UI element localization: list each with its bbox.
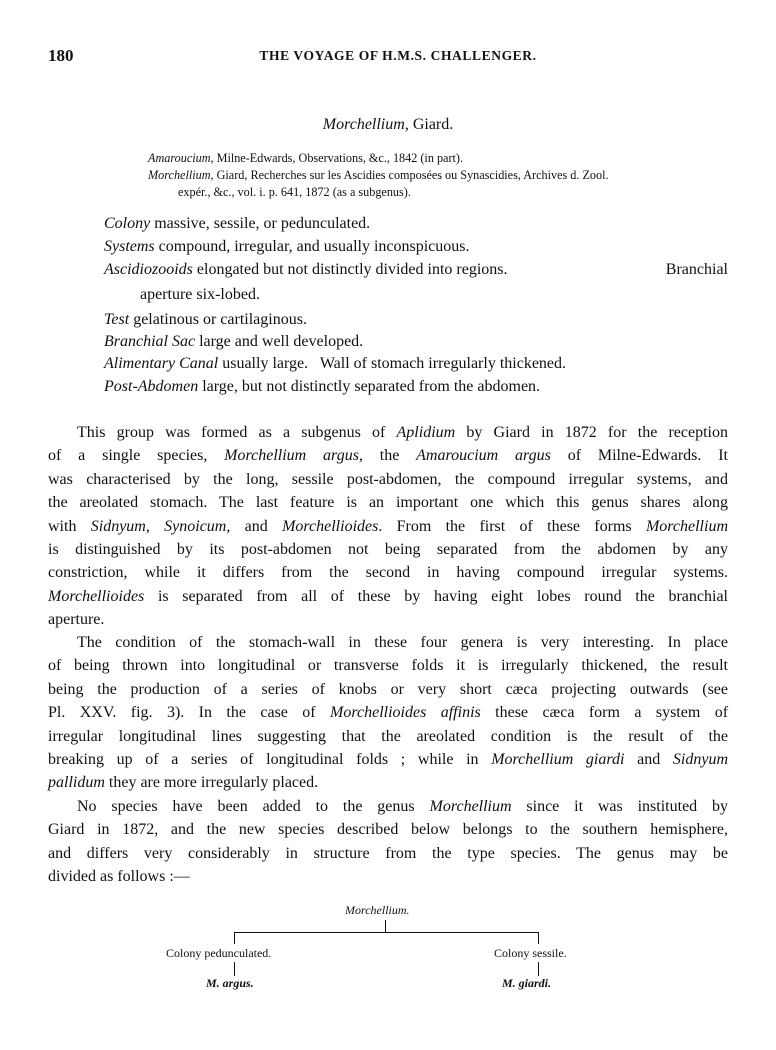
paragraph-line: with Sidnyum, Synoicum, and Morchellioides. From the first of these forms Morchellium [48, 517, 728, 535]
italic-term: Morchellium [645, 517, 728, 535]
character-text: large and well developed. [195, 333, 364, 350]
paragraph-2 [48, 631, 728, 795]
character-text: compound, irregular, and usually inconspicuous. [154, 238, 470, 255]
paragraph-line: This group was formed as a subgenus of Aplidium by Giard in 1872 for the reception [77, 424, 728, 441]
tree-right-drop [538, 932, 539, 944]
tree-root-stem [385, 920, 386, 932]
synonym-name: Amaroucium [148, 151, 211, 165]
character-alimentary-canal [104, 353, 728, 375]
paragraph-line: and differs very considerably in structure from the type species. The genus may be [48, 844, 728, 862]
italic-term: Morchellium argus [224, 447, 359, 465]
paragraph-line: pallidum they are more irregularly placed. [48, 774, 319, 792]
paragraph-line: is distinguished by its post-abdomen not being separated from the abdomen by any [48, 540, 728, 558]
paragraph-line: Giard in 1872, and the new species described below belongs to the southern hemisphere, [48, 821, 728, 839]
character-branchial-sac [104, 331, 728, 353]
genus-author: , Giard. [404, 116, 454, 133]
italic-term: Sidnyum [672, 750, 729, 768]
paragraph-3 [48, 795, 728, 889]
character-colony [104, 213, 728, 235]
italic-term: Synoicum [164, 517, 227, 535]
tree-right-stem [538, 962, 539, 976]
paragraph-line: Pl. XXV. fig. 3). In the case of Morchellioides affinis these cæca form a system of [48, 704, 729, 722]
character-test [104, 309, 728, 331]
character-term: Systems [104, 238, 155, 255]
italic-term: Morchellioides [282, 517, 379, 535]
character-systems [104, 236, 728, 258]
character-text: usually large. Wall of stomach irregularly thickened. [218, 355, 567, 372]
character-term: Alimentary Canal [104, 355, 219, 372]
italic-term: pallidum [48, 774, 105, 792]
genus-heading [0, 116, 776, 134]
character-ascidiozooids [104, 259, 728, 281]
tree-right-label: Colony sessile. [494, 946, 567, 960]
paragraph-line: divided as follows :— [48, 868, 190, 886]
character-text: large, but not distinctly separated from the abdomen. [198, 378, 541, 395]
character-term: Colony [104, 215, 151, 232]
italic-term: Sidnyum [90, 517, 146, 535]
synonym-citation: , Milne-Edwards, Observations, &c., 1842 (in part). [210, 151, 464, 165]
paragraph-line: the areolated stomach. The last feature is an important one which this genus shares along [48, 494, 728, 512]
tree-left-species: M. argus. [206, 976, 254, 990]
character-text: elongated but not distinctly divided into regions. [192, 261, 508, 278]
character-term: Ascidiozooids [104, 261, 193, 278]
tree-left-drop [234, 932, 235, 944]
italic-term: Morchellium [429, 798, 512, 815]
paragraph-line: was characterised by the long, sessile post-abdomen, the compound irregular systems, and [48, 470, 728, 488]
character-term: Post-Abdomen [104, 378, 199, 395]
synonym-entry [148, 150, 738, 167]
italic-term: Morchellium giardi [491, 750, 625, 768]
running-title: THE VOYAGE OF H.M.S. CHALLENGER. [259, 48, 537, 63]
paragraph-line: aperture. [48, 611, 105, 629]
paragraph-line: being the production of a series of knobs or very short cæca projecting outwards (see [48, 680, 728, 698]
paragraph-line: of being thrown into longitudinal or transverse folds it is irregularly thickened, the result [48, 657, 728, 675]
synonym-citation: , Giard, Recherches sur les Ascidies composées ou Synascidies, Archives d. Zool. [210, 168, 609, 182]
character-continuation: aperture six-lobed. [140, 286, 260, 303]
page-header [48, 46, 728, 68]
character-text: massive, sessile, or pedunculated. [150, 215, 371, 232]
character-post-abdomen [104, 376, 728, 398]
paragraph-line: The condition of the stomach-wall in these four genera is very interesting. In place [77, 634, 728, 651]
tree-left-label: Colony pedunculated. [166, 946, 272, 960]
tree-left-stem [234, 962, 235, 976]
page-number: 180 [48, 46, 74, 65]
synonym-name: Morchellium [148, 168, 211, 182]
italic-term: Morchellioides [48, 587, 145, 605]
paragraph-line: No species have been added to the genus Morchellium since it was instituted by [77, 798, 729, 815]
paragraph-line: constriction, while it differs from the second in having compound irregular systems. [48, 564, 728, 582]
genus-name: Morchellium [322, 116, 405, 133]
paragraph-1 [48, 421, 728, 632]
synonym-entry [148, 167, 738, 201]
character-text: gelatinous or cartilaginous. [129, 311, 307, 328]
synonym-citation-continuation: expér., &c., vol. i. p. 641, 1872 (as a subgenus). [178, 185, 411, 199]
italic-term: Aplidium [396, 424, 456, 441]
character-term: Branchial Sac [104, 333, 196, 350]
character-term: Test [104, 311, 130, 328]
tree-right-species: M. giardi. [502, 976, 552, 990]
paragraph-line: irregular longitudinal lines suggesting that the areolated condition is the result of the [48, 727, 728, 745]
character-text-right: Branchial [665, 261, 728, 278]
tree-root: Morchellium. [345, 903, 410, 917]
paragraph-line: of a single species, Morchellium argus, the Amaroucium argus of Milne-Edwards. It [48, 447, 728, 465]
italic-term: Morchellioides affinis [330, 704, 481, 722]
italic-term: Amaroucium argus [416, 447, 551, 465]
paragraph-line: breaking up of a series of longitudinal folds ; while in Morchellium giardi and Sidnyum [48, 750, 729, 768]
tree-branch-line [234, 932, 539, 933]
paragraph-line: Morchellioides is separated from all of these by having eight lobes round the branchial [48, 587, 728, 605]
classification-tree [150, 900, 610, 1000]
